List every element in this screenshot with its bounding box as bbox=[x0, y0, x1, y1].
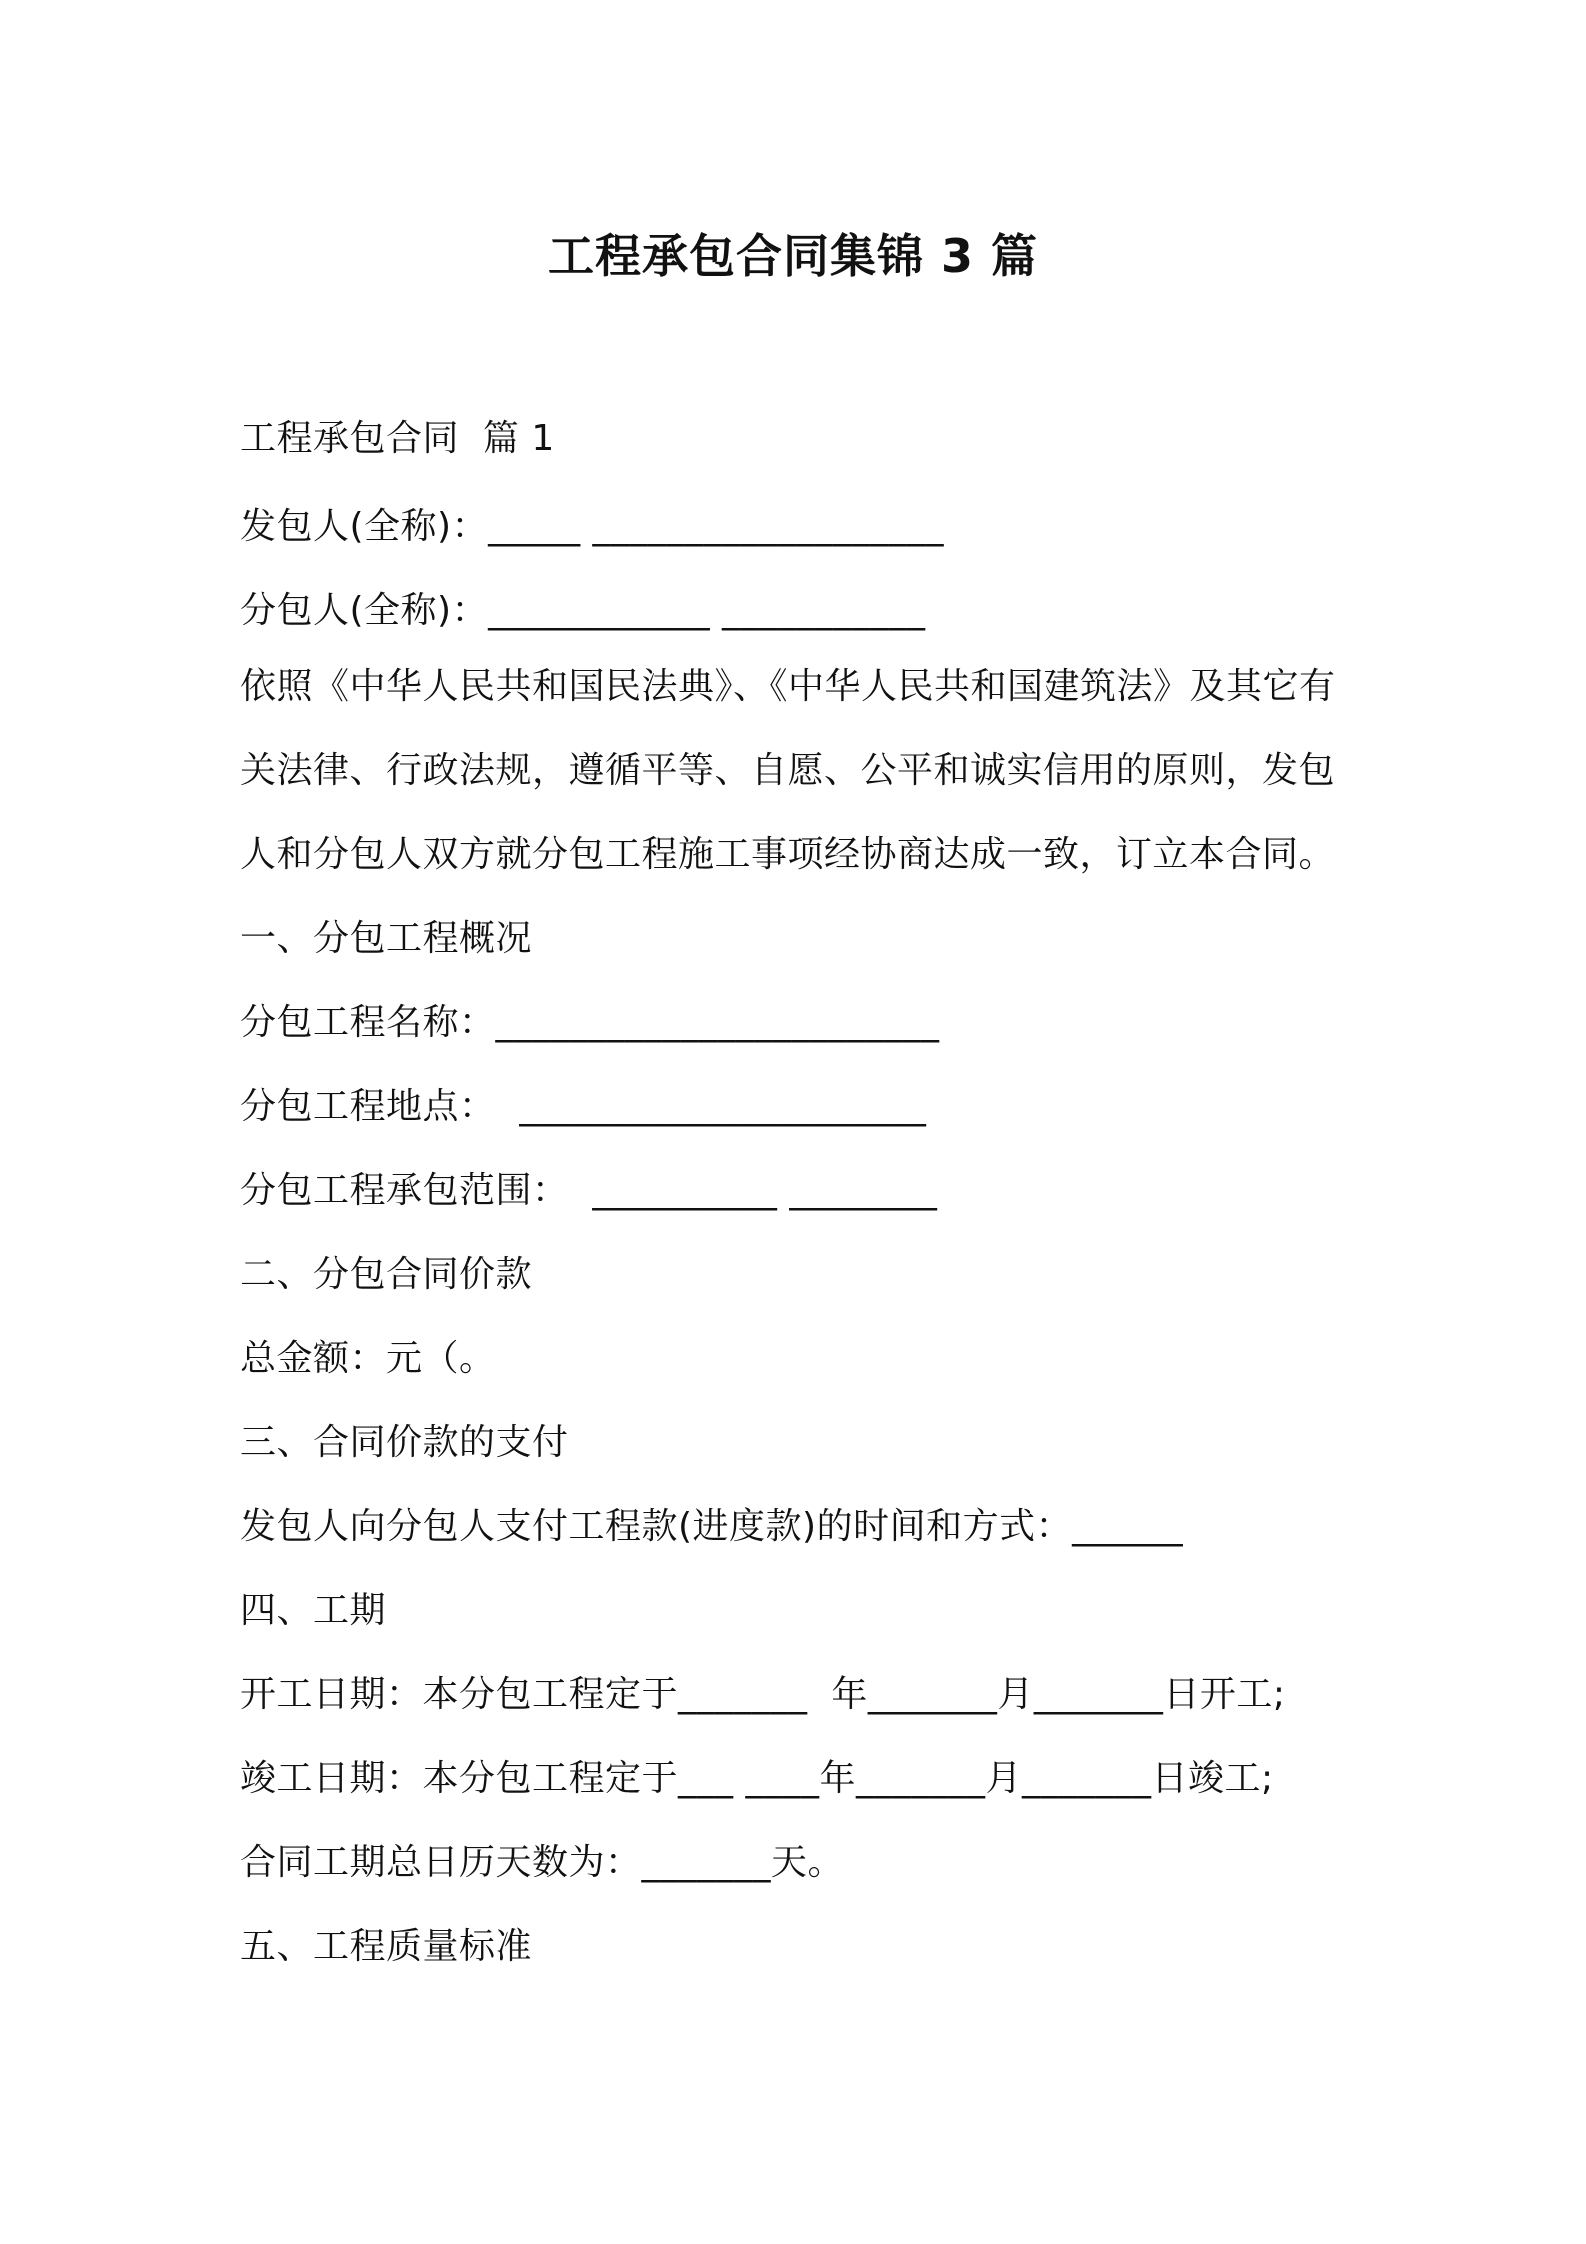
section-heading-quality: 五、工程质量标准 bbox=[240, 1926, 533, 1967]
section-heading-part-1: 工程承包合同 篇 1 bbox=[240, 418, 555, 459]
section-heading-schedule: 四、工期 bbox=[240, 1590, 387, 1631]
paragraph-preamble-line-2: 关法律、行政法规，遵循平等、自愿、公平和诚实信用的原则，发包 bbox=[240, 750, 1336, 791]
section-heading-overview: 一、分包工程概况 bbox=[240, 918, 533, 959]
field-employer-name: 发包人(全称)：_____ ___________________ bbox=[240, 506, 945, 547]
field-payment-terms: 发包人向分包人支付工程款(进度款)的时间和方式：______ bbox=[240, 1506, 1184, 1547]
document-title: 工程承包合同集锦 3 篇 bbox=[547, 229, 1039, 283]
field-project-location: 分包工程地点： ______________________ bbox=[240, 1086, 927, 1127]
section-heading-payment: 三、合同价款的支付 bbox=[240, 1422, 569, 1463]
field-project-scope: 分包工程承包范围： __________ ________ bbox=[240, 1170, 938, 1211]
paragraph-preamble-line-3: 人和分包人双方就分包工程施工事项经协商达成一致，订立本合同。 bbox=[240, 834, 1336, 875]
section-heading-price: 二、分包合同价款 bbox=[240, 1254, 533, 1295]
field-total-amount: 总金额：元（。 bbox=[240, 1338, 496, 1379]
field-total-duration: 合同工期总日历天数为：_______天。 bbox=[240, 1842, 845, 1883]
field-project-name: 分包工程名称：________________________ bbox=[240, 1002, 940, 1043]
field-completion-date: 竣工日期：本分包工程定于___ ____年_______月_______日竣工; bbox=[240, 1758, 1274, 1799]
paragraph-preamble-line-1: 依照《中华人民共和国民法典》、《中华人民共和国建筑法》及其它有 bbox=[240, 666, 1336, 707]
field-subcontractor-name: 分包人(全称)：____________ ___________ bbox=[240, 590, 926, 631]
field-start-date: 开工日期：本分包工程定于_______ 年_______月_______日开工; bbox=[240, 1674, 1286, 1715]
